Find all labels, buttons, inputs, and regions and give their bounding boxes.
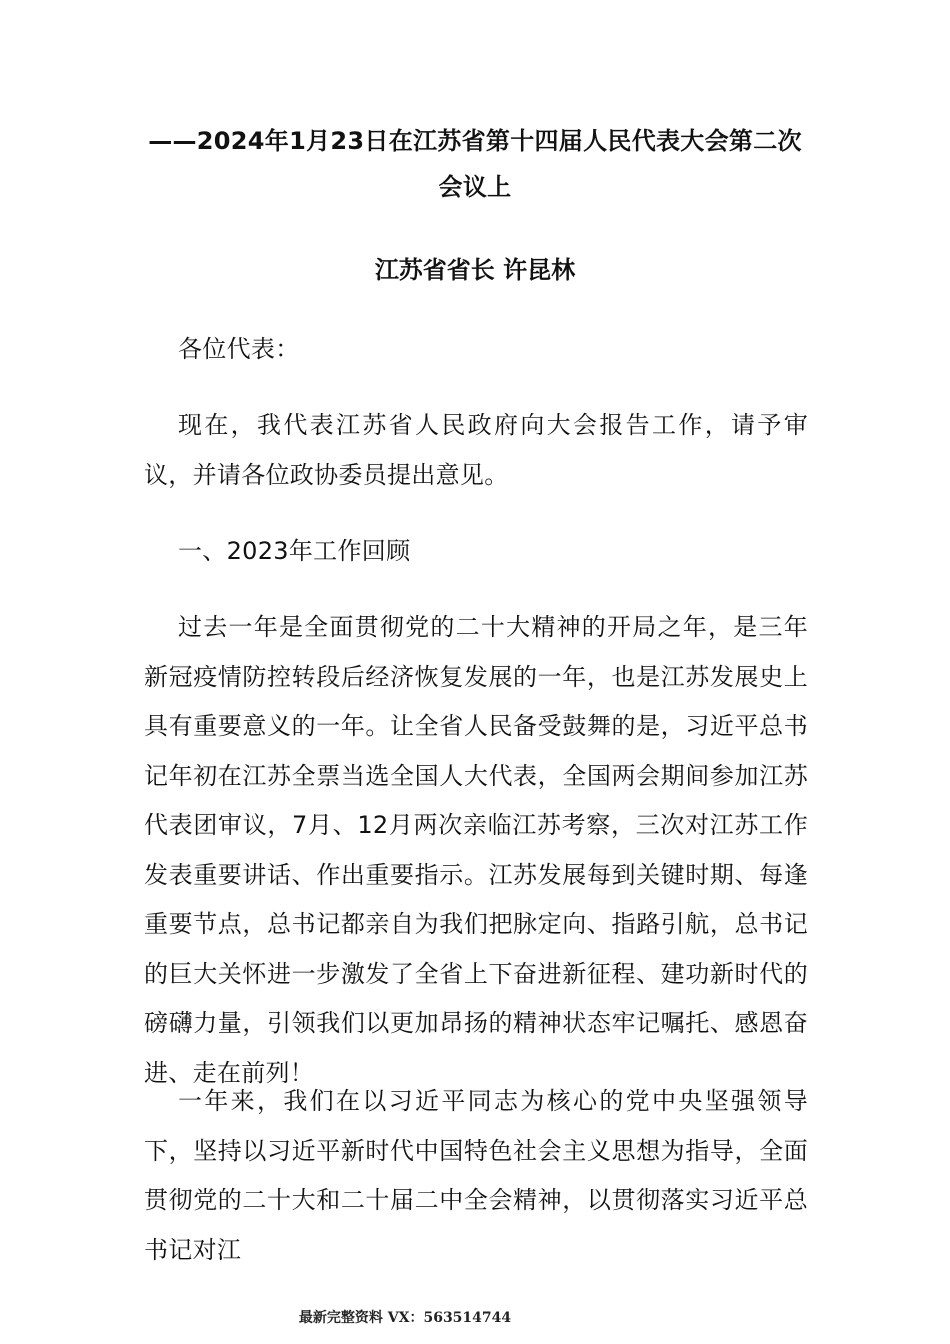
report-author: 江苏省省长 许昆林 bbox=[374, 256, 576, 284]
section-heading: 一、2023年工作回顾 bbox=[178, 537, 411, 565]
salutation: 各位代表： bbox=[178, 335, 300, 363]
report-subtitle: ——2024年1月23日在江苏省第十四届人民代表大会第二次会议上 bbox=[148, 127, 802, 201]
footer-contact-note: 最新完整资料 VX：563514744 bbox=[298, 1310, 512, 1326]
body-paragraph-1: 过去一年是全面贯彻党的二十大精神的开局之年，是三年新冠疫情防控转段后经济恢复发展的一年，也是江苏发展史上具有重要意义的一年。让全省人民备受鼓舞的是，习近平总书记年初在江苏全票当选全国人大代表，全国两会期间参加江苏代表团审议，7月、12月两次亲临江苏考察，三次对江苏工作发表重要讲话、作出重要指示。江苏发展每到关键时期、每逢重要节点，总书记都亲自为我们把脉定向、指路引航，总书记的巨大关怀进一步激发了全省上下奋进新征程、建功新时代的磅礴力量，引领我们以更加昂扬的精神状态牢记嘱托、感恩奋进、走在前列！ bbox=[144, 613, 808, 1087]
body-paragraph-2: 一年来，我们在以习近平同志为核心的党中央坚强领导下，坚持以习近平新时代中国特色社会主义思想为指导，全面贯彻党的二十大和二十届二中全会精神，以贯彻落实习近平总书记对江 bbox=[144, 1087, 808, 1264]
intro-paragraph: 现在，我代表江苏省人民政府向大会报告工作，请予审议，并请各位政协委员提出意见。 bbox=[144, 411, 808, 489]
